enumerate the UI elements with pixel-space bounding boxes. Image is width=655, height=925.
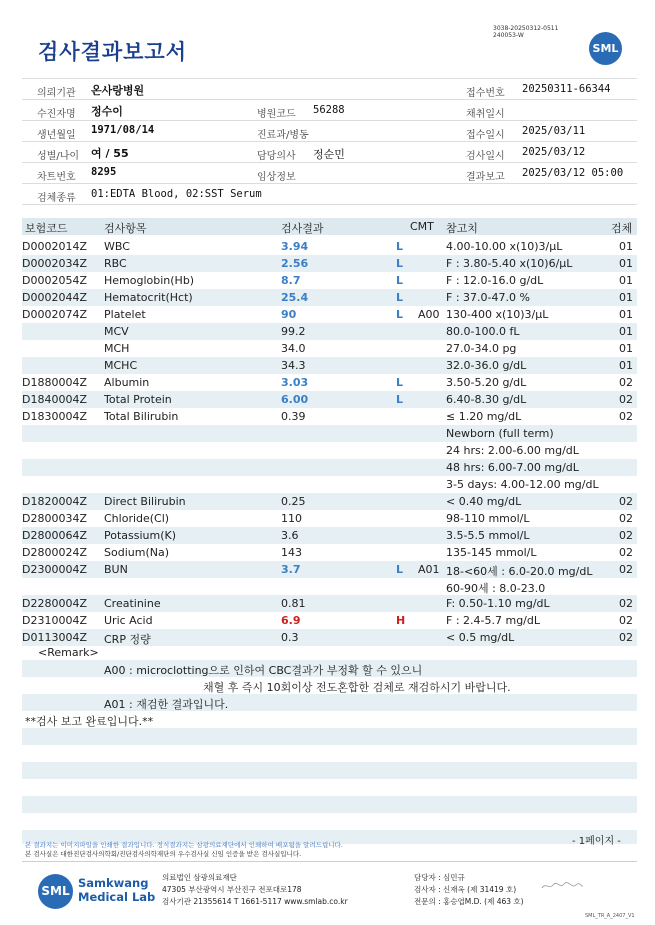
page-number: - 1페이지 - bbox=[572, 836, 621, 847]
test-name: Sodium(Na) bbox=[104, 546, 169, 559]
specimen-number: 02 bbox=[619, 512, 633, 525]
test-date-value: 2025/03/12 bbox=[522, 146, 586, 158]
test-code: D0113004Z bbox=[22, 631, 87, 644]
specimen-value: 01:EDTA Blood, 02:SST Serum bbox=[91, 188, 262, 200]
specimen-number: 02 bbox=[619, 393, 633, 406]
test-code: D2280004Z bbox=[22, 597, 87, 610]
reference-range: 98-110 mmol/L bbox=[446, 512, 530, 525]
received-value: 2025/03/11 bbox=[522, 125, 586, 137]
test-code: D2300004Z bbox=[22, 563, 87, 576]
chart-label: 차트번호 bbox=[37, 172, 76, 183]
reference-range: 3.50-5.20 g/dL bbox=[446, 376, 527, 389]
test-name: BUN bbox=[104, 563, 128, 576]
reference-range: 80.0-100.0 fL bbox=[446, 325, 520, 338]
table-row bbox=[22, 306, 637, 323]
reference-range: F : 37.0-47.0 % bbox=[446, 291, 530, 304]
test-result: 25.4 bbox=[281, 291, 309, 304]
staff-manager: 담당자 : 심민규 bbox=[414, 873, 465, 882]
test-name: Uric Acid bbox=[104, 614, 153, 627]
footer-notice-1: 본 결과지는 이미지파일을 인쇄한 결과입니다. 정식결과지는 삼광의료재단에서 인쇄하여 배포됨을 알려드립니다. bbox=[25, 841, 343, 849]
test-name: Total Bilirubin bbox=[104, 410, 179, 423]
blank-band-2 bbox=[22, 762, 637, 779]
received-label: 접수일시 bbox=[466, 130, 505, 141]
specimen-number: 01 bbox=[619, 308, 633, 321]
table-row bbox=[22, 629, 637, 646]
table-row bbox=[22, 238, 637, 255]
document-id-line1: 3038-20250312-0511 bbox=[493, 25, 559, 32]
receipt-no-value: 20250311-66344 bbox=[522, 83, 611, 95]
result-flag: L bbox=[396, 257, 404, 270]
specimen-number: 02 bbox=[619, 546, 633, 559]
dept-label: 진료과/병동 bbox=[257, 130, 309, 141]
test-name: Creatinine bbox=[104, 597, 161, 610]
test-result: 3.03 bbox=[281, 376, 309, 389]
reference-range: F: 0.50-1.10 mg/dL bbox=[446, 597, 550, 610]
test-code: D1840004Z bbox=[22, 393, 87, 406]
test-name: Direct Bilirubin bbox=[104, 495, 186, 508]
specimen-number: 02 bbox=[619, 597, 633, 610]
test-name: Chloride(Cl) bbox=[104, 512, 170, 525]
test-result: 143 bbox=[281, 546, 302, 559]
specimen-number: 01 bbox=[619, 325, 633, 338]
table-row bbox=[22, 425, 637, 442]
specimen-number: 02 bbox=[619, 614, 633, 627]
table-row bbox=[22, 510, 637, 527]
header-reference: 참고치 bbox=[446, 222, 478, 235]
specimen-number: 02 bbox=[619, 563, 633, 576]
specimen-number: 01 bbox=[619, 257, 633, 270]
blank-band-3 bbox=[22, 796, 637, 813]
staff-tester: 검사자 : 신재옥 (제 31419 호) bbox=[414, 885, 517, 894]
specimen-number: 01 bbox=[619, 240, 633, 253]
test-code: D1830004Z bbox=[22, 410, 87, 423]
test-name: MCHC bbox=[104, 359, 138, 372]
test-name: MCH bbox=[104, 342, 130, 355]
result-flag: L bbox=[396, 274, 404, 287]
reference-range: 3.5-5.5 mmol/L bbox=[446, 529, 530, 542]
specimen-number: 02 bbox=[619, 495, 633, 508]
test-code: D0002044Z bbox=[22, 291, 87, 304]
test-name: MCV bbox=[104, 325, 129, 338]
report-title: 검사결과보고서 bbox=[38, 40, 188, 64]
specimen-number: 01 bbox=[619, 342, 633, 355]
test-name: Platelet bbox=[104, 308, 146, 321]
test-name: Total Protein bbox=[104, 393, 172, 406]
table-row bbox=[22, 255, 637, 272]
result-flag: L bbox=[396, 376, 404, 389]
test-result: 6.00 bbox=[281, 393, 309, 406]
specimen-number: 01 bbox=[619, 274, 633, 287]
test-name: RBC bbox=[104, 257, 127, 270]
report-complete: **검사 보고 완료입니다.** bbox=[25, 715, 154, 728]
reference-range: < 0.5 mg/dL bbox=[446, 631, 515, 644]
table-row bbox=[22, 272, 637, 289]
org-address: 47305 부산광역시 부산진구 전포대로178 bbox=[162, 885, 302, 894]
hospital-label: 의뢰기관 bbox=[37, 88, 76, 99]
result-flag: H bbox=[396, 614, 406, 627]
dob-label: 생년월일 bbox=[37, 130, 76, 141]
footer-divider bbox=[22, 861, 637, 862]
hospital-value: 온사랑병원 bbox=[91, 84, 145, 97]
test-code: D2310004Z bbox=[22, 614, 87, 627]
specimen-label: 검체종류 bbox=[37, 193, 76, 204]
test-code: D0002014Z bbox=[22, 240, 87, 253]
table-row bbox=[22, 595, 637, 612]
table-row bbox=[22, 442, 637, 459]
result-flag: L bbox=[396, 308, 404, 321]
reference-range: 130-400 x(10)3/μL bbox=[446, 308, 549, 321]
reference-range: 135-145 mmol/L bbox=[446, 546, 537, 559]
org-contact: 검사기관 21355614 T 1661-5117 www.smlab.co.kr bbox=[162, 897, 348, 906]
specimen-number: 01 bbox=[619, 291, 633, 304]
reference-range: 60-90세 : 8.0-23.0 bbox=[446, 582, 546, 595]
report-label: 결과보고 bbox=[466, 172, 505, 183]
test-result: 110 bbox=[281, 512, 302, 525]
header-test-name: 검사항목 bbox=[104, 222, 147, 235]
table-row bbox=[22, 578, 637, 595]
reference-range: F : 2.4-5.7 mg/dL bbox=[446, 614, 540, 627]
reference-range: 3-5 days: 4.00-12.00 mg/dL bbox=[446, 478, 599, 491]
test-code: D1880004Z bbox=[22, 376, 87, 389]
test-code: D2800034Z bbox=[22, 512, 87, 525]
sex-age-label: 성별/나이 bbox=[37, 151, 80, 162]
reference-range: 48 hrs: 6.00-7.00 mg/dL bbox=[446, 461, 579, 474]
test-name: Potassium(K) bbox=[104, 529, 177, 542]
doctor-value: 정순민 bbox=[313, 148, 345, 161]
test-name: CRP 정량 bbox=[104, 633, 151, 646]
specimen-number: 02 bbox=[619, 631, 633, 644]
test-result: 0.3 bbox=[281, 631, 299, 644]
chart-value: 8295 bbox=[91, 166, 117, 178]
header-code: 보험코드 bbox=[25, 222, 68, 235]
reference-range: 6.40-8.30 g/dL bbox=[446, 393, 527, 406]
form-code: SML_TR_A_2407_V1 bbox=[585, 913, 635, 919]
test-code: D0002074Z bbox=[22, 308, 87, 321]
test-code: D2800064Z bbox=[22, 529, 87, 542]
test-code: D0002034Z bbox=[22, 257, 87, 270]
specimen-number: 01 bbox=[619, 359, 633, 372]
test-code: D1820004Z bbox=[22, 495, 87, 508]
test-date-label: 검사일시 bbox=[466, 151, 505, 162]
test-result: 3.6 bbox=[281, 529, 299, 542]
table-row bbox=[22, 544, 637, 561]
specimen-number: 02 bbox=[619, 410, 633, 423]
reference-range: 18-<60세 : 6.0-20.0 mg/dL bbox=[446, 565, 593, 578]
blank-band-1 bbox=[22, 728, 637, 745]
report-value: 2025/03/12 05:00 bbox=[522, 167, 624, 179]
result-flag: L bbox=[396, 393, 404, 406]
remark-heading: <Remark> bbox=[38, 646, 99, 659]
specimen-number: 02 bbox=[619, 376, 633, 389]
table-row bbox=[22, 561, 637, 578]
clinical-label: 임상정보 bbox=[257, 172, 296, 183]
remark-a00-line1: A00 : microclotting으로 인하여 CBC결과가 부정확 할 수 있으니 bbox=[104, 664, 423, 677]
collect-time-label: 채취일시 bbox=[466, 109, 505, 120]
header-cmt: CMT bbox=[410, 220, 434, 233]
staff-specialist: 전문의 : 홍승엽M.D. (제 463 호) bbox=[414, 897, 524, 906]
reference-range: 4.00-10.00 x(10)3/μL bbox=[446, 240, 563, 253]
test-comment: A00 bbox=[418, 308, 440, 321]
test-code: D2800024Z bbox=[22, 546, 87, 559]
table-row bbox=[22, 612, 637, 629]
document-id-line2: 240053-W bbox=[493, 32, 524, 39]
table-row bbox=[22, 374, 637, 391]
result-flag: L bbox=[396, 291, 404, 304]
test-result: 6.9 bbox=[281, 614, 301, 627]
table-row bbox=[22, 408, 637, 425]
table-row bbox=[22, 527, 637, 544]
remark-a01: A01 : 재검한 결과입니다. bbox=[104, 698, 229, 711]
signature-scribble bbox=[540, 880, 585, 892]
test-result: 34.0 bbox=[281, 342, 306, 355]
company-name-line1: Samkwang bbox=[78, 876, 149, 890]
receipt-no-label: 접수번호 bbox=[466, 88, 505, 99]
test-result: 8.7 bbox=[281, 274, 301, 287]
test-comment: A01 bbox=[418, 563, 440, 576]
test-result: 99.2 bbox=[281, 325, 306, 338]
reference-range: ≤ 1.20 mg/dL bbox=[446, 410, 522, 423]
test-name: Hematocrit(Hct) bbox=[104, 291, 193, 304]
test-name: Hemoglobin(Hb) bbox=[104, 274, 195, 287]
test-result: 34.3 bbox=[281, 359, 306, 372]
sml-logo: SML bbox=[589, 32, 622, 65]
company-name bbox=[78, 876, 155, 904]
test-result: 3.7 bbox=[281, 563, 301, 576]
sex-age-value: 여 / 55 bbox=[91, 147, 129, 160]
hospital-code-value: 56288 bbox=[313, 104, 345, 116]
reference-range: < 0.40 mg/dL bbox=[446, 495, 522, 508]
document-id bbox=[493, 25, 558, 39]
patient-label: 수진자명 bbox=[37, 109, 76, 120]
header-result: 검사결과 bbox=[281, 222, 324, 235]
test-code: D0002054Z bbox=[22, 274, 87, 287]
table-row bbox=[22, 340, 637, 357]
org-name: 의료법인 삼광의료재단 bbox=[162, 873, 237, 882]
test-name: WBC bbox=[104, 240, 130, 253]
test-result: 0.81 bbox=[281, 597, 306, 610]
reference-range: F : 12.0-16.0 g/dL bbox=[446, 274, 544, 287]
test-result: 0.25 bbox=[281, 495, 306, 508]
doctor-label: 담당의사 bbox=[257, 151, 296, 162]
test-result: 3.94 bbox=[281, 240, 309, 253]
reference-range: 24 hrs: 2.00-6.00 mg/dL bbox=[446, 444, 579, 457]
table-row bbox=[22, 323, 637, 340]
test-result: 2.56 bbox=[281, 257, 309, 270]
test-name: Albumin bbox=[104, 376, 150, 389]
remark-a00-line2: 채혈 후 즉시 10회이상 전도혼합한 검체로 재검하시기 바랍니다. bbox=[203, 681, 511, 694]
reference-range: Newborn (full term) bbox=[446, 427, 554, 440]
header-specimen: 검체 bbox=[611, 222, 633, 235]
table-row bbox=[22, 493, 637, 510]
reference-range: F : 3.80-5.40 x(10)6/μL bbox=[446, 257, 573, 270]
table-row bbox=[22, 476, 637, 493]
test-result: 90 bbox=[281, 308, 297, 321]
reference-range: 32.0-36.0 g/dL bbox=[446, 359, 527, 372]
footer-notice-2: 본 검사실은 대한진단검사의학회/진단검사의학재단의 우수검사실 신임 인증을 받은 검사실입니다. bbox=[25, 850, 302, 858]
test-result: 0.39 bbox=[281, 410, 306, 423]
table-row bbox=[22, 289, 637, 306]
specimen-number: 02 bbox=[619, 529, 633, 542]
result-flag: L bbox=[396, 240, 404, 253]
sml-footer-logo: SML bbox=[38, 874, 73, 909]
table-row bbox=[22, 357, 637, 374]
reference-range: 27.0-34.0 pg bbox=[446, 342, 517, 355]
hospital-code-label: 병원코드 bbox=[257, 109, 296, 120]
table-row bbox=[22, 391, 637, 408]
company-name-line2: Medical Lab bbox=[78, 890, 156, 904]
result-flag: L bbox=[396, 563, 404, 576]
dob-value: 1971/08/14 bbox=[91, 124, 155, 136]
table-row bbox=[22, 459, 637, 476]
patient-value: 정수이 bbox=[91, 105, 123, 118]
